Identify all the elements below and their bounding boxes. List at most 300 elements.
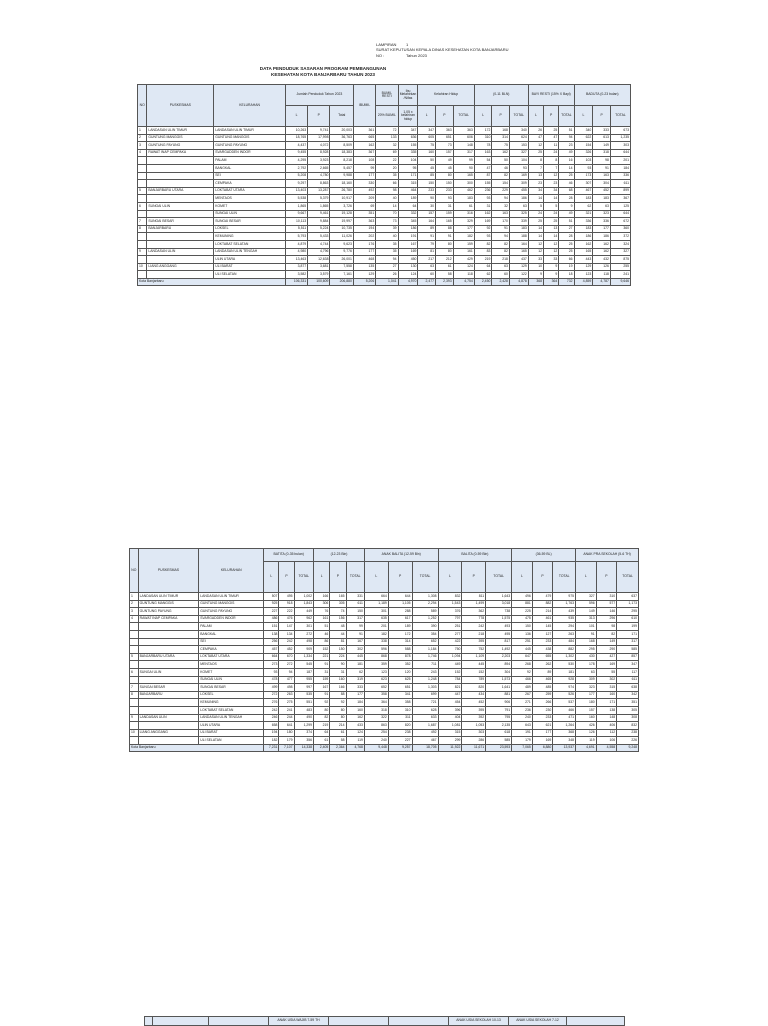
kelurahan-cell: PALAM xyxy=(214,157,286,165)
value-cell: 124 xyxy=(453,263,474,271)
value-cell: 93 xyxy=(436,195,454,203)
value-cell: 104 xyxy=(509,157,528,165)
kelurahan-cell: LANDASAN ULIN TENGAH xyxy=(214,248,286,256)
value-cell: 31 xyxy=(330,668,346,676)
value-cell: 530 xyxy=(553,661,576,669)
row-number xyxy=(130,676,139,684)
value-cell: 8 xyxy=(544,157,559,165)
col-no: NO xyxy=(130,549,139,593)
table-row xyxy=(138,195,631,203)
value-cell: 68 xyxy=(559,187,574,195)
value-cell: 157 xyxy=(436,149,454,157)
value-cell: 61 xyxy=(330,729,346,737)
value-cell: 672 xyxy=(610,218,630,226)
value-cell: 492 xyxy=(353,187,375,195)
value-cell: 254 xyxy=(364,729,388,737)
value-cell: 9,623 xyxy=(330,240,353,248)
value-cell: 329 xyxy=(453,218,474,226)
value-cell: 507 xyxy=(264,593,279,601)
col-total: TOTAL xyxy=(509,106,528,127)
value-cell: 91 xyxy=(418,233,436,241)
total-cell: 2,393 xyxy=(436,278,454,286)
row-number xyxy=(138,164,147,172)
puskesmas-cell: LIANG ANGGANG xyxy=(138,729,199,737)
value-cell: 82 xyxy=(596,630,617,638)
kelurahan-cell: SEI xyxy=(199,638,264,646)
kelurahan-cell: KEMUNING xyxy=(214,233,286,241)
value-cell: 74 xyxy=(330,608,346,616)
value-cell: 628 xyxy=(412,706,438,714)
value-cell: 294 xyxy=(553,623,576,631)
value-cell: 251 xyxy=(438,623,462,631)
value-cell: 91 xyxy=(576,630,597,638)
value-cell: 7 xyxy=(544,164,559,172)
puskesmas-cell xyxy=(147,271,214,279)
value-cell: 153 xyxy=(509,142,528,150)
value-cell: 26 xyxy=(528,127,543,135)
value-cell: 79 xyxy=(418,240,436,248)
value-cell: 267 xyxy=(512,691,533,699)
total-cell: 4,754 xyxy=(453,278,474,286)
value-cell: 63 xyxy=(492,263,510,271)
value-cell: 171 xyxy=(617,630,639,638)
value-cell: 588 xyxy=(388,646,412,654)
value-cell: 490 xyxy=(294,714,314,722)
value-cell: 162 xyxy=(593,248,611,256)
value-cell: 362 xyxy=(462,608,486,616)
value-cell: 177 xyxy=(346,691,364,699)
value-cell: 434 xyxy=(462,691,486,699)
col-l: L xyxy=(576,562,597,593)
row-number: 4 xyxy=(138,149,147,157)
value-cell: 363 xyxy=(436,127,454,135)
value-cell: 48 xyxy=(330,623,346,631)
value-cell: 318 xyxy=(364,706,388,714)
value-cell: 94 xyxy=(492,195,510,203)
value-cell: 476 xyxy=(279,615,294,623)
value-cell: 1,053 xyxy=(462,722,486,730)
value-cell: 202 xyxy=(353,233,375,241)
value-cell: 95 xyxy=(398,164,418,172)
value-cell: 368 xyxy=(553,729,576,737)
value-cell: 227 xyxy=(388,737,412,745)
value-cell: 290 xyxy=(596,646,617,654)
value-cell: 295 xyxy=(617,608,639,616)
value-cell: 319 xyxy=(346,676,364,684)
value-cell: 93 xyxy=(264,668,279,676)
value-cell: 189 xyxy=(398,195,418,203)
value-cell: 611 xyxy=(346,600,364,608)
value-cell: 256 xyxy=(264,638,279,646)
value-cell: 129 xyxy=(509,263,528,271)
value-cell: 10 xyxy=(528,263,543,271)
value-cell: 310 xyxy=(474,134,492,142)
value-cell: 308 xyxy=(617,714,639,722)
value-cell: 1,235 xyxy=(610,134,630,142)
value-cell: 218 xyxy=(492,256,510,264)
no-label: NO : xyxy=(376,52,385,58)
value-cell: 789 xyxy=(462,676,486,684)
value-cell: 62 xyxy=(346,668,364,676)
puskesmas-cell xyxy=(138,638,199,646)
value-cell: 336 xyxy=(610,172,630,180)
value-cell: 177 xyxy=(593,225,611,233)
value-cell: 94 xyxy=(279,668,294,676)
value-cell: 665 xyxy=(353,134,375,142)
value-cell: 647 xyxy=(512,653,533,661)
value-cell: 633 xyxy=(412,714,438,722)
value-cell: 1,173 xyxy=(617,600,639,608)
title-line-1: DATA PENDUDUK SASARAN PROGRAM PEMBANGUNAN xyxy=(259,66,387,71)
value-cell: 58 xyxy=(330,737,346,745)
value-cell: 309 xyxy=(509,180,528,188)
kelurahan-cell: SUNGAI BESAR xyxy=(214,218,286,226)
value-cell: 98 xyxy=(593,157,611,165)
table-row xyxy=(130,646,639,654)
value-cell: 9,461 xyxy=(308,210,330,218)
total-cell: 368 xyxy=(528,278,543,286)
value-cell: 314 xyxy=(388,638,412,646)
value-cell: 151 xyxy=(264,623,279,631)
value-cell: 106 xyxy=(596,737,617,745)
value-cell: 3,726 xyxy=(330,202,353,210)
puskesmas-cell xyxy=(147,240,214,248)
total-cell: 364 xyxy=(544,278,559,286)
table-row xyxy=(138,271,631,279)
value-cell: 8,218 xyxy=(330,157,353,165)
value-cell: 499 xyxy=(264,684,279,692)
value-cell: 236 xyxy=(474,187,492,195)
value-cell: 89 xyxy=(532,668,553,676)
value-cell: 670 xyxy=(279,653,294,661)
value-cell: 1,763 xyxy=(553,600,576,608)
value-cell: 124 xyxy=(346,729,364,737)
no-value: Tahun 2023 xyxy=(406,52,427,58)
value-cell: 152 xyxy=(438,668,462,676)
value-cell: 309 xyxy=(576,676,597,684)
table-row xyxy=(130,737,639,745)
value-cell: 301 xyxy=(364,608,388,616)
value-cell: 152 xyxy=(314,646,330,654)
value-cell: 22 xyxy=(376,157,398,165)
value-cell: 341 xyxy=(388,691,412,699)
value-cell: 159 xyxy=(436,210,454,218)
header-cell xyxy=(153,1017,209,1026)
total-cell: 4,878 xyxy=(509,278,528,286)
table-row xyxy=(130,722,639,730)
kelurahan-cell: LOKTABAT UTARA xyxy=(214,187,286,195)
kelurahan-cell: ULI SELATAN xyxy=(199,737,264,745)
table-row xyxy=(130,600,639,608)
col-baduta: BADUTA (0-23 bulan) xyxy=(574,85,630,106)
value-cell: 123 xyxy=(574,271,593,279)
value-cell: 40 xyxy=(376,195,398,203)
table-row xyxy=(130,661,639,669)
value-cell: 120 xyxy=(388,668,412,676)
value-cell: 367 xyxy=(353,149,375,157)
value-cell: 91 xyxy=(492,225,510,233)
value-cell: 28 xyxy=(559,233,574,241)
value-cell: 26,780 xyxy=(330,187,353,195)
row-number xyxy=(138,233,147,241)
value-cell: 230 xyxy=(532,706,553,714)
value-cell: 184 xyxy=(610,164,630,172)
value-cell: 5,457 xyxy=(330,164,353,172)
table-row xyxy=(138,218,631,226)
value-cell: 315 xyxy=(596,684,617,692)
value-cell: 61 xyxy=(436,263,454,271)
col-l: L xyxy=(418,106,436,127)
value-cell: 182 xyxy=(364,630,388,638)
value-cell: 928 xyxy=(553,676,576,684)
value-cell: 711 xyxy=(412,661,438,669)
col-no: NO xyxy=(138,85,147,127)
col-bayi: (0-11 BLN) xyxy=(474,85,528,106)
value-cell: 35 xyxy=(376,248,398,256)
col-total: TOTAL xyxy=(453,106,474,127)
total-cell: 206,880 xyxy=(330,278,353,286)
value-cell: 336 xyxy=(574,218,593,226)
value-cell: 172 xyxy=(474,127,492,135)
value-cell: 90 xyxy=(453,164,474,172)
total-cell: 2,428 xyxy=(492,278,510,286)
row-number xyxy=(138,240,147,248)
total-label: Kota Banjarbaru xyxy=(138,278,286,286)
value-cell: 909 xyxy=(294,646,314,654)
value-cell: 82 xyxy=(492,248,510,256)
value-cell: 93 xyxy=(474,195,492,203)
value-cell: 36,763 xyxy=(330,134,353,142)
row-number: 5 xyxy=(130,653,139,661)
value-cell: 138 xyxy=(264,630,279,638)
value-cell: 429 xyxy=(453,256,474,264)
col-l: L xyxy=(474,106,492,127)
value-cell: 101 xyxy=(576,623,597,631)
col-total: TOTAL xyxy=(486,562,512,593)
value-cell: 426 xyxy=(576,722,597,730)
value-cell: 832 xyxy=(617,722,639,730)
value-cell: 60 xyxy=(492,271,510,279)
value-cell: 820 xyxy=(462,684,486,692)
value-cell: 49 xyxy=(559,210,574,218)
value-cell: 194 xyxy=(353,225,375,233)
kelurahan-cell: LOKSEL xyxy=(214,225,286,233)
kelurahan-cell: LOKTABAT SELATAN xyxy=(214,240,286,248)
col-total: TOTAL xyxy=(346,562,364,593)
value-cell: 327 xyxy=(576,593,597,601)
value-cell: 623 xyxy=(364,676,388,684)
puskesmas-cell xyxy=(138,699,199,707)
value-cell: 450 xyxy=(398,256,418,264)
value-cell: 186 xyxy=(398,225,418,233)
col-l: L xyxy=(285,106,307,127)
value-cell: 1,081 xyxy=(438,722,462,730)
value-cell: 119 xyxy=(346,737,364,745)
value-cell: 163 xyxy=(593,172,611,180)
value-cell: 182 xyxy=(264,737,279,745)
table-row xyxy=(138,248,631,256)
value-cell: 1,264 xyxy=(553,722,576,730)
value-cell: 60 xyxy=(418,271,436,279)
value-cell: 13,403 xyxy=(285,187,307,195)
puskesmas-cell: LIANG ANGGANG xyxy=(147,263,214,271)
value-cell: 863 xyxy=(364,722,388,730)
col-kelurahan: KELURAHAN xyxy=(214,85,286,127)
value-cell: 149 xyxy=(596,638,617,646)
value-cell: 374 xyxy=(294,729,314,737)
row-number xyxy=(138,256,147,264)
value-cell: 81 xyxy=(418,248,436,256)
value-cell: 820 xyxy=(388,722,412,730)
value-cell: 160 xyxy=(418,149,436,157)
value-cell: 201 xyxy=(610,157,630,165)
col-bulin: 1,05 x kelahiran hidup xyxy=(398,106,418,127)
value-cell: 339 xyxy=(509,218,528,226)
value-cell: 1,308 xyxy=(412,593,438,601)
value-cell: 935 xyxy=(553,615,576,623)
total-cell: 4,787 xyxy=(593,278,611,286)
value-cell: 160 xyxy=(346,706,364,714)
value-cell: 752 xyxy=(462,646,486,654)
total-cell: 7,107 xyxy=(279,744,294,752)
total-cell: 11,922 xyxy=(438,744,462,752)
value-cell: 13 xyxy=(528,172,543,180)
value-cell: 644 xyxy=(388,593,412,601)
value-cell: 189 xyxy=(388,623,412,631)
value-cell: 166 xyxy=(330,684,346,692)
total-cell: 2,450 xyxy=(474,278,492,286)
value-cell: 91 xyxy=(346,630,364,638)
total-cell: 9,248 xyxy=(617,744,639,752)
value-cell: 1,865 xyxy=(308,202,330,210)
value-cell: 644 xyxy=(610,149,630,157)
value-cell: 10,113 xyxy=(285,218,307,226)
value-cell: 62 xyxy=(574,202,593,210)
value-cell: 35 xyxy=(376,172,398,180)
value-cell: 169 xyxy=(509,172,528,180)
value-cell: 50 xyxy=(418,157,436,165)
value-cell: 17,998 xyxy=(308,134,330,142)
value-cell: 76 xyxy=(314,608,330,616)
value-cell: 10,263 xyxy=(285,127,307,135)
lampiran-value: 1 xyxy=(406,42,409,47)
kelurahan-cell: LANDASAN ULIN TIMUR xyxy=(199,593,264,601)
col-total: TOTAL xyxy=(617,562,639,593)
puskesmas-cell xyxy=(138,623,199,631)
value-cell: 875 xyxy=(610,256,630,264)
table2-total-row xyxy=(130,744,639,752)
value-cell: 108 xyxy=(353,157,375,165)
value-cell: 658 xyxy=(264,722,279,730)
puskesmas-cell xyxy=(147,233,214,241)
value-cell: 881 xyxy=(512,600,533,608)
row-number xyxy=(130,661,139,669)
value-cell: 392 xyxy=(462,714,486,722)
value-cell: 184 xyxy=(346,699,364,707)
value-cell: 191 xyxy=(512,729,533,737)
value-cell: 1,303 xyxy=(412,684,438,692)
value-cell: 325 xyxy=(509,210,528,218)
row-number xyxy=(138,157,147,165)
table-row xyxy=(138,263,631,271)
total-cell: 1,041 xyxy=(376,278,398,286)
value-cell: 315 xyxy=(438,729,462,737)
value-cell: 89 xyxy=(418,225,436,233)
kelurahan-cell: ULIN UTARA xyxy=(214,256,286,264)
puskesmas-cell xyxy=(138,722,199,730)
value-cell: 457 xyxy=(264,646,279,654)
value-cell: 485 xyxy=(532,684,553,692)
value-cell: 23 xyxy=(528,180,543,188)
kelurahan-cell: LOKTABAT SELATAN xyxy=(199,706,264,714)
value-cell: 605 xyxy=(418,134,436,142)
value-cell: 461 xyxy=(532,615,553,623)
value-cell: 7,558 xyxy=(330,263,353,271)
col-kelahiran-hidup: Kelahiran Hidup xyxy=(418,85,474,106)
value-cell: 93 xyxy=(474,233,492,241)
kelurahan-cell: GUNTUNG PAYUNG xyxy=(199,608,264,616)
value-cell: 4,980 xyxy=(285,248,307,256)
value-cell: 63 xyxy=(593,202,611,210)
value-cell: 12 xyxy=(528,142,543,150)
value-cell: 147 xyxy=(279,623,294,631)
value-cell: 327 xyxy=(509,149,528,157)
puskesmas-cell: LANDASAN ULIN TIMUR xyxy=(138,593,199,601)
value-cell: 219 xyxy=(314,722,330,730)
value-cell: 545 xyxy=(294,661,314,669)
value-cell: 438 xyxy=(532,646,553,654)
value-cell: 238 xyxy=(617,729,639,737)
value-cell: 88 xyxy=(330,691,346,699)
total-cell: 9,646 xyxy=(610,278,630,286)
value-cell: 9,884 xyxy=(308,218,330,226)
value-cell: 273 xyxy=(264,661,279,669)
value-cell: 18 xyxy=(559,271,574,279)
value-cell: 136 xyxy=(512,630,533,638)
value-cell: 361 xyxy=(353,127,375,135)
value-cell: 975 xyxy=(553,593,576,601)
value-cell: 103 xyxy=(574,157,593,165)
value-cell: 225 xyxy=(512,608,533,616)
value-cell: 259 xyxy=(532,691,553,699)
value-cell: 162 xyxy=(474,210,492,218)
table1-total-row xyxy=(138,278,631,286)
value-cell: 477 xyxy=(279,676,294,684)
value-cell: 305 xyxy=(330,600,346,608)
value-cell: 63 xyxy=(509,202,528,210)
value-cell: 466 xyxy=(553,706,576,714)
kelurahan-cell: MENTAOS xyxy=(214,195,286,203)
value-cell: 191 xyxy=(398,233,418,241)
value-cell: 180 xyxy=(279,729,294,737)
value-cell: 217 xyxy=(418,256,436,264)
value-cell: 449 xyxy=(438,661,462,669)
value-cell: 19,997 xyxy=(330,218,353,226)
value-cell: 340 xyxy=(574,127,593,135)
value-cell: 8 xyxy=(528,157,543,165)
value-cell: 24 xyxy=(544,210,559,218)
value-cell: 104 xyxy=(398,157,418,165)
value-cell: 229 xyxy=(492,187,510,195)
value-cell: 974 xyxy=(553,684,576,692)
value-cell: 352 xyxy=(388,661,412,669)
value-cell: 31 xyxy=(436,202,454,210)
value-cell: 160 xyxy=(596,691,617,699)
value-cell: 636 xyxy=(398,134,418,142)
value-cell: 301 xyxy=(294,623,314,631)
letter-header xyxy=(376,42,508,58)
value-cell: 156 xyxy=(330,615,346,623)
